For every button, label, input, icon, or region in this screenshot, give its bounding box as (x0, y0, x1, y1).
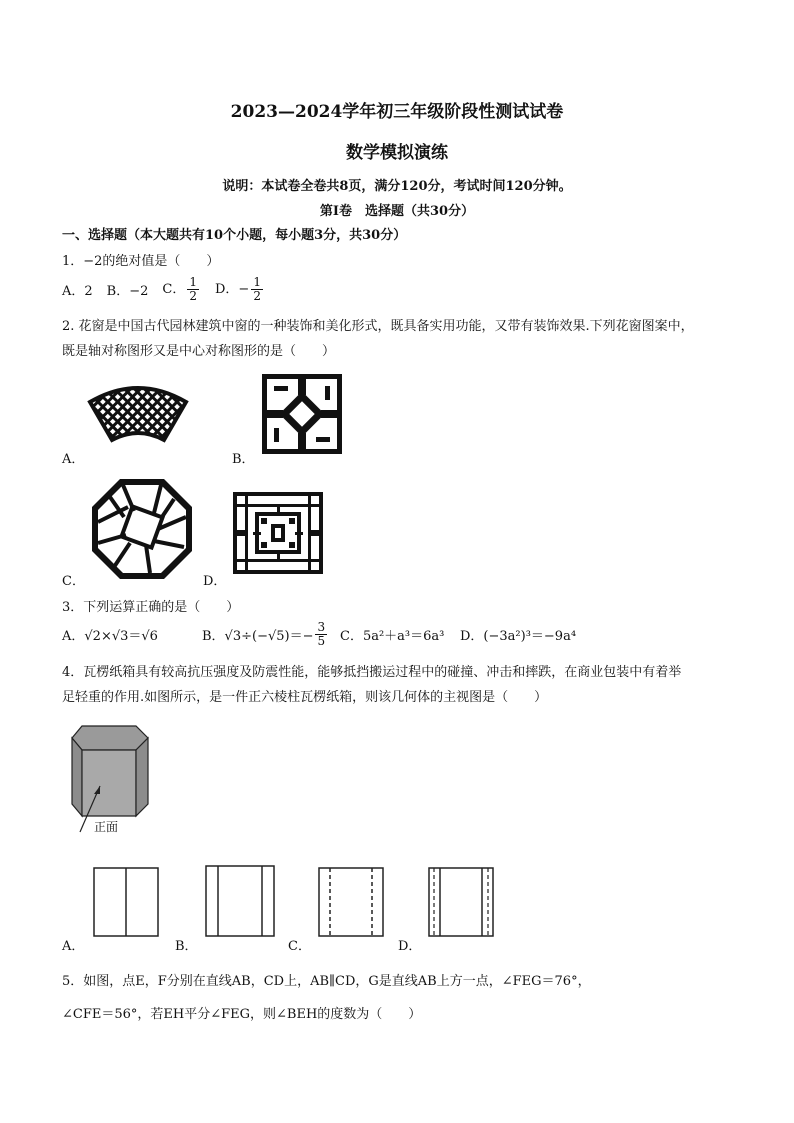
q3-option-b (202, 621, 340, 648)
section-heading: 一、选择题（本大题共有10个小题，每小题3分，共30分） (62, 228, 407, 243)
q2-octagon-window-figure (90, 477, 194, 581)
q3-option-a: A．√2×√3＝√6 (62, 629, 158, 644)
q1-c-denominator: 2 (189, 289, 197, 303)
q1-option-d (215, 276, 265, 303)
q4-option-d-figure (428, 867, 494, 937)
q1-option-d-label: D．− (214, 282, 250, 297)
q3-b-denominator: 5 (317, 634, 326, 648)
q2-option-a: A． (62, 452, 85, 467)
q3-stem: 3．下列运算正确的是（ ） (62, 600, 240, 615)
q1-c-numerator: 1 (189, 275, 197, 289)
q1-option-c-fraction (187, 276, 199, 303)
exam-subtitle: 数学模拟演练 (346, 143, 448, 163)
q4-option-d: D． (398, 939, 422, 954)
q4-option-c-figure (318, 867, 384, 937)
q2-stem-line2: 既是轴对称图形又是中心对称图形的是（ ） (62, 344, 336, 359)
q4-option-b: B． (175, 939, 198, 954)
q4-front-label: 正面 (94, 820, 119, 834)
part-heading: 第Ⅰ卷 选择题（共30分） (319, 204, 475, 219)
q2-rect-lattice-figure (233, 492, 323, 574)
exam-title: 2023—2024学年初三年级阶段性测试试卷 (230, 102, 564, 122)
q1-option-c-label: C． (162, 282, 186, 297)
q1-option-a: A．2 (62, 284, 93, 299)
q3-b-numerator: 3 (317, 620, 326, 634)
q4-option-a: A． (62, 939, 85, 954)
q1-d-denominator: 2 (253, 289, 261, 303)
q3-option-b-fraction (315, 621, 327, 648)
q2-square-lattice-figure (262, 374, 342, 454)
q4-stem-line2: 足轻重的作用.如图所示，是一件正六棱柱瓦楞纸箱，则该几何体的主视图是（ ） (62, 690, 548, 705)
q1-option-d-fraction (251, 276, 263, 303)
q1-stem: 1．−2的绝对值是（ ） (62, 254, 220, 269)
q2-stem-line1: 2. 花窗是中国古代园林建筑中窗的一种装饰和美化形式，既具备实用功能，又带有装饰效果.下列花窗图案中， (62, 319, 694, 334)
q2-option-d: D． (203, 574, 227, 589)
q2-option-b: B． (232, 452, 255, 467)
q1-options (62, 276, 265, 303)
q3-option-c: C．5a²＋a³＝6a³ (340, 629, 445, 644)
q1-option-c (162, 276, 201, 303)
q4-stem-line1: 4．瓦楞纸箱具有较高抗压强度及防震性能，能够抵挡搬运过程中的碰撞、冲击和摔跌，在商业包装中有着举 (62, 665, 682, 680)
q3-options (62, 621, 576, 648)
q5-stem-line2: ∠CFE＝56°，若EH平分∠FEG，则∠BEH的度数为（ ） (62, 1007, 422, 1022)
q4-option-c: C． (288, 939, 311, 954)
q1-d-numerator: 1 (253, 275, 261, 289)
q5-stem-line1: 5．如图，点E，F分别在直线AB，CD上，AB∥CD，G是直线AB上方一点，∠FEG＝76°， (62, 974, 591, 989)
q3-option-d: D．(−3a²)³＝−9a⁴ (460, 629, 577, 644)
q4-option-a-figure (93, 867, 159, 937)
q4-option-b-figure (205, 865, 275, 937)
q2-option-c: C． (62, 574, 85, 589)
exam-note: 说明：本试卷全卷共8页，满分120分，考试时间120分钟。 (222, 179, 572, 194)
q2-fan-window-figure (88, 382, 188, 452)
q3-option-b-left: B．√3÷(−√5)＝− (202, 629, 314, 644)
q1-option-b: B．−2 (106, 284, 149, 299)
